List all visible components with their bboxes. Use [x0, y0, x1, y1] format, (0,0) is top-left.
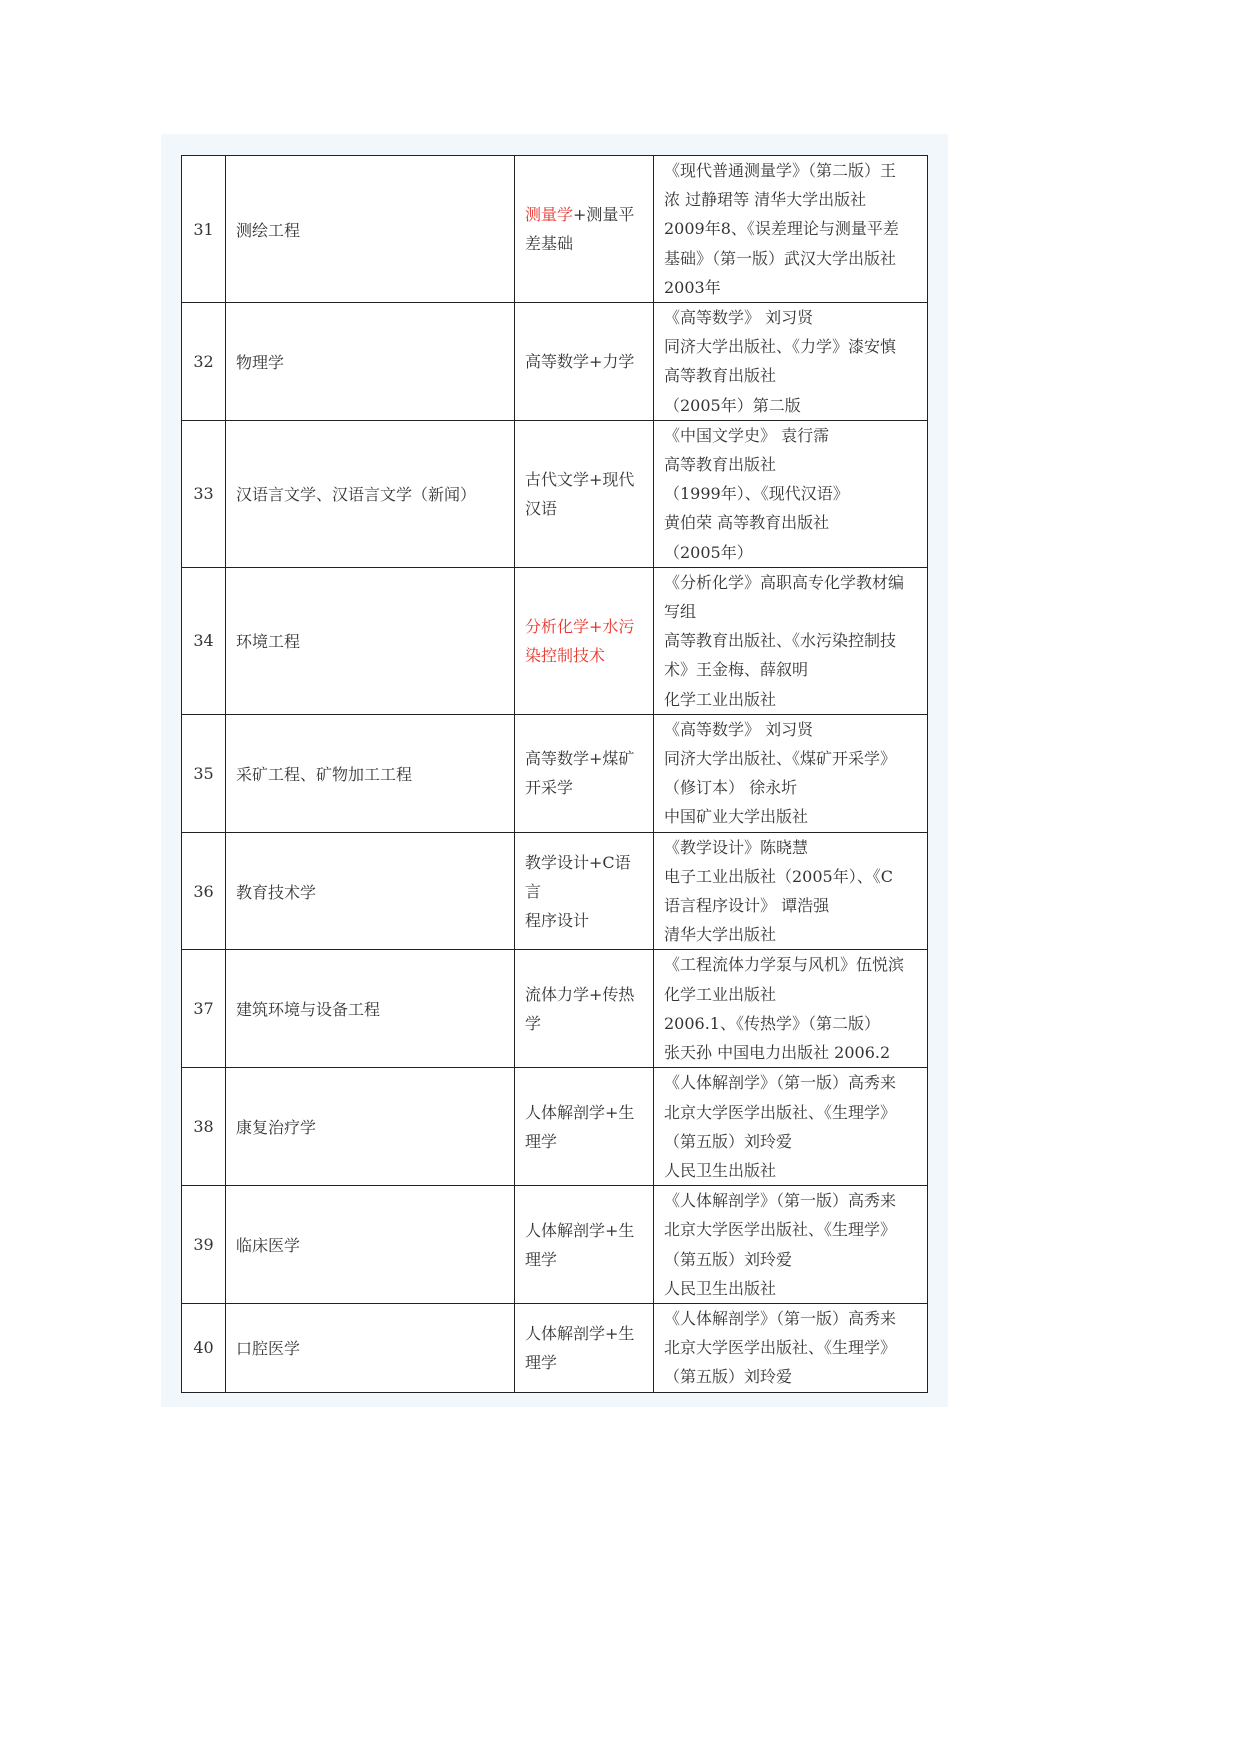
book-line: （1999年）、《现代汉语》 [664, 484, 849, 504]
book-line: 高等教育出版社 [664, 366, 777, 386]
major-name: 临床医学 [226, 1186, 515, 1304]
row-number: 32 [182, 303, 226, 421]
book-line: （修订本） 徐永圻 [664, 778, 798, 798]
major-name: 物理学 [226, 303, 515, 421]
book-line: 张天孙 中国电力出版社 2006.2 [664, 1043, 891, 1063]
book-line: 电子工业出版社（2005年）、《C [664, 866, 893, 886]
reference-books [654, 303, 928, 421]
subject-text: 学 [525, 1013, 542, 1033]
book-line: 《人体解剖学》（第一版）高秀来 [664, 1308, 897, 1328]
book-line: （第五版）刘玲爱 [664, 1367, 793, 1387]
subject-text: 开采学 [525, 778, 574, 798]
book-line: 《人体解剖学》（第一版）高秀来 [664, 1191, 897, 1211]
major-name: 建筑环境与设备工程 [226, 950, 515, 1068]
book-line: 同济大学出版社、《力学》漆安慎 [664, 337, 897, 357]
reference-books [654, 950, 928, 1068]
book-line: （第五版）刘玲爱 [664, 1249, 793, 1269]
subject-highlight: 染控制技术 [525, 645, 606, 665]
book-line: 北京大学医学出版社、《生理学》 [664, 1220, 897, 1240]
reference-books [654, 420, 928, 567]
exam-subjects [515, 714, 654, 832]
subject-text: 理学 [525, 1249, 558, 1269]
major-name: 康复治疗学 [226, 1068, 515, 1186]
subject-text: 人体解剖学+生 [525, 1323, 635, 1343]
row-number: 38 [182, 1068, 226, 1186]
reference-books [654, 1303, 928, 1392]
subject-text: +测量平 [573, 205, 635, 224]
book-line: 化学工业出版社 [664, 984, 777, 1004]
subject-text: 人体解剖学+生 [525, 1220, 635, 1240]
book-line: 清华大学出版社 [664, 925, 777, 945]
row-number: 34 [182, 567, 226, 714]
row-number: 39 [182, 1186, 226, 1304]
book-line: 术》王金梅、薛叙明 [664, 660, 809, 680]
subject-text: 汉语 [525, 498, 558, 518]
subject-highlight: 分析化学+水污 [525, 616, 635, 636]
book-line: 2009年8、《误差理论与测量平差 [664, 219, 899, 239]
book-line: 人民卫生出版社 [664, 1160, 777, 1180]
book-line: 人民卫生出版社 [664, 1278, 777, 1298]
subject-text: 差基础 [525, 234, 574, 253]
book-line: 语言程序设计》 谭浩强 [664, 896, 830, 916]
book-line: 高等教育出版社 [664, 455, 777, 475]
subject-text: 理学 [525, 1131, 558, 1151]
book-line: 高等教育出版社、《水污染控制技 [664, 631, 897, 651]
book-line: 化学工业出版社 [664, 689, 777, 709]
reference-books [654, 1068, 928, 1186]
table-row [182, 950, 928, 1068]
book-line: 北京大学医学出版社、《生理学》 [664, 1102, 897, 1122]
reference-books [654, 1186, 928, 1304]
table-row [182, 1303, 928, 1392]
book-line: 基础》（第一版）武汉大学出版社 [664, 248, 897, 268]
table-row [182, 1068, 928, 1186]
subject-text: 程序设计 [525, 910, 590, 930]
subject-text: 教学设计+C语言 [525, 852, 631, 901]
book-line: 同济大学出版社、《煤矿开采学》 [664, 749, 897, 769]
table-row [182, 567, 928, 714]
row-number: 37 [182, 950, 226, 1068]
book-line: （第五版）刘玲爱 [664, 1131, 793, 1151]
exam-subjects [515, 1186, 654, 1304]
table-row [182, 832, 928, 950]
table-row [182, 714, 928, 832]
exam-subjects [515, 156, 654, 303]
row-number: 40 [182, 1303, 226, 1392]
table-row [182, 420, 928, 567]
book-line: 黄伯荣 高等教育出版社 [664, 513, 830, 533]
book-line: 《人体解剖学》（第一版）高秀来 [664, 1073, 897, 1093]
exam-subjects [515, 567, 654, 714]
book-line: 《高等数学》 刘习贤 [664, 308, 814, 328]
book-line: 《教学设计》陈晓慧 [664, 837, 809, 857]
table-row [182, 303, 928, 421]
book-line: （2005年）第二版 [664, 395, 801, 415]
book-line: 《现代普通测量学》（第二版）王 [664, 161, 897, 180]
subject-text: 古代文学+现代 [525, 469, 635, 489]
book-line: 中国矿业大学出版社 [664, 807, 809, 827]
table-row [182, 1186, 928, 1304]
exam-subjects [515, 832, 654, 950]
exam-subjects [515, 303, 654, 421]
book-line: 浓 过静珺等 清华大学出版社 [664, 190, 867, 210]
book-line: 写组 [664, 602, 697, 622]
exam-subjects [515, 950, 654, 1068]
reference-books [654, 832, 928, 950]
reference-books [654, 567, 928, 714]
subject-text: 理学 [525, 1352, 558, 1372]
course-table [181, 155, 928, 1393]
exam-subjects [515, 420, 654, 567]
book-line: 2006.1、《传热学》（第二版） [664, 1013, 880, 1033]
subject-text: 人体解剖学+生 [525, 1102, 635, 1122]
major-name: 教育技术学 [226, 832, 515, 950]
major-name: 口腔医学 [226, 1303, 515, 1392]
reference-books [654, 714, 928, 832]
major-name: 汉语言文学、汉语言文学（新闻） [226, 420, 515, 567]
subject-text: 流体力学+传热 [525, 984, 635, 1004]
book-line: 《分析化学》高职高专化学教材编 [664, 572, 905, 592]
major-name: 采矿工程、矿物加工工程 [226, 714, 515, 832]
book-line: 《高等数学》 刘习贤 [664, 719, 814, 739]
exam-subjects [515, 1303, 654, 1392]
book-line: （2005年） [664, 542, 753, 562]
table-row [182, 156, 928, 303]
subject-text: 高等数学+煤矿 [525, 749, 635, 769]
row-number: 31 [182, 156, 226, 303]
major-name: 测绘工程 [226, 156, 515, 303]
subject-highlight: 测量学 [525, 205, 574, 224]
row-number: 33 [182, 420, 226, 567]
book-line: 北京大学医学出版社、《生理学》 [664, 1338, 897, 1358]
row-number: 35 [182, 714, 226, 832]
book-line: 2003年 [664, 277, 721, 297]
book-line: 《工程流体力学泵与风机》伍悦滨 [664, 955, 905, 975]
exam-subjects [515, 1068, 654, 1186]
book-line: 《中国文学史》 袁行霈 [664, 425, 830, 445]
major-name: 环境工程 [226, 567, 515, 714]
reference-books [654, 156, 928, 303]
subject-text: 高等数学+力学 [525, 351, 635, 371]
row-number: 36 [182, 832, 226, 950]
